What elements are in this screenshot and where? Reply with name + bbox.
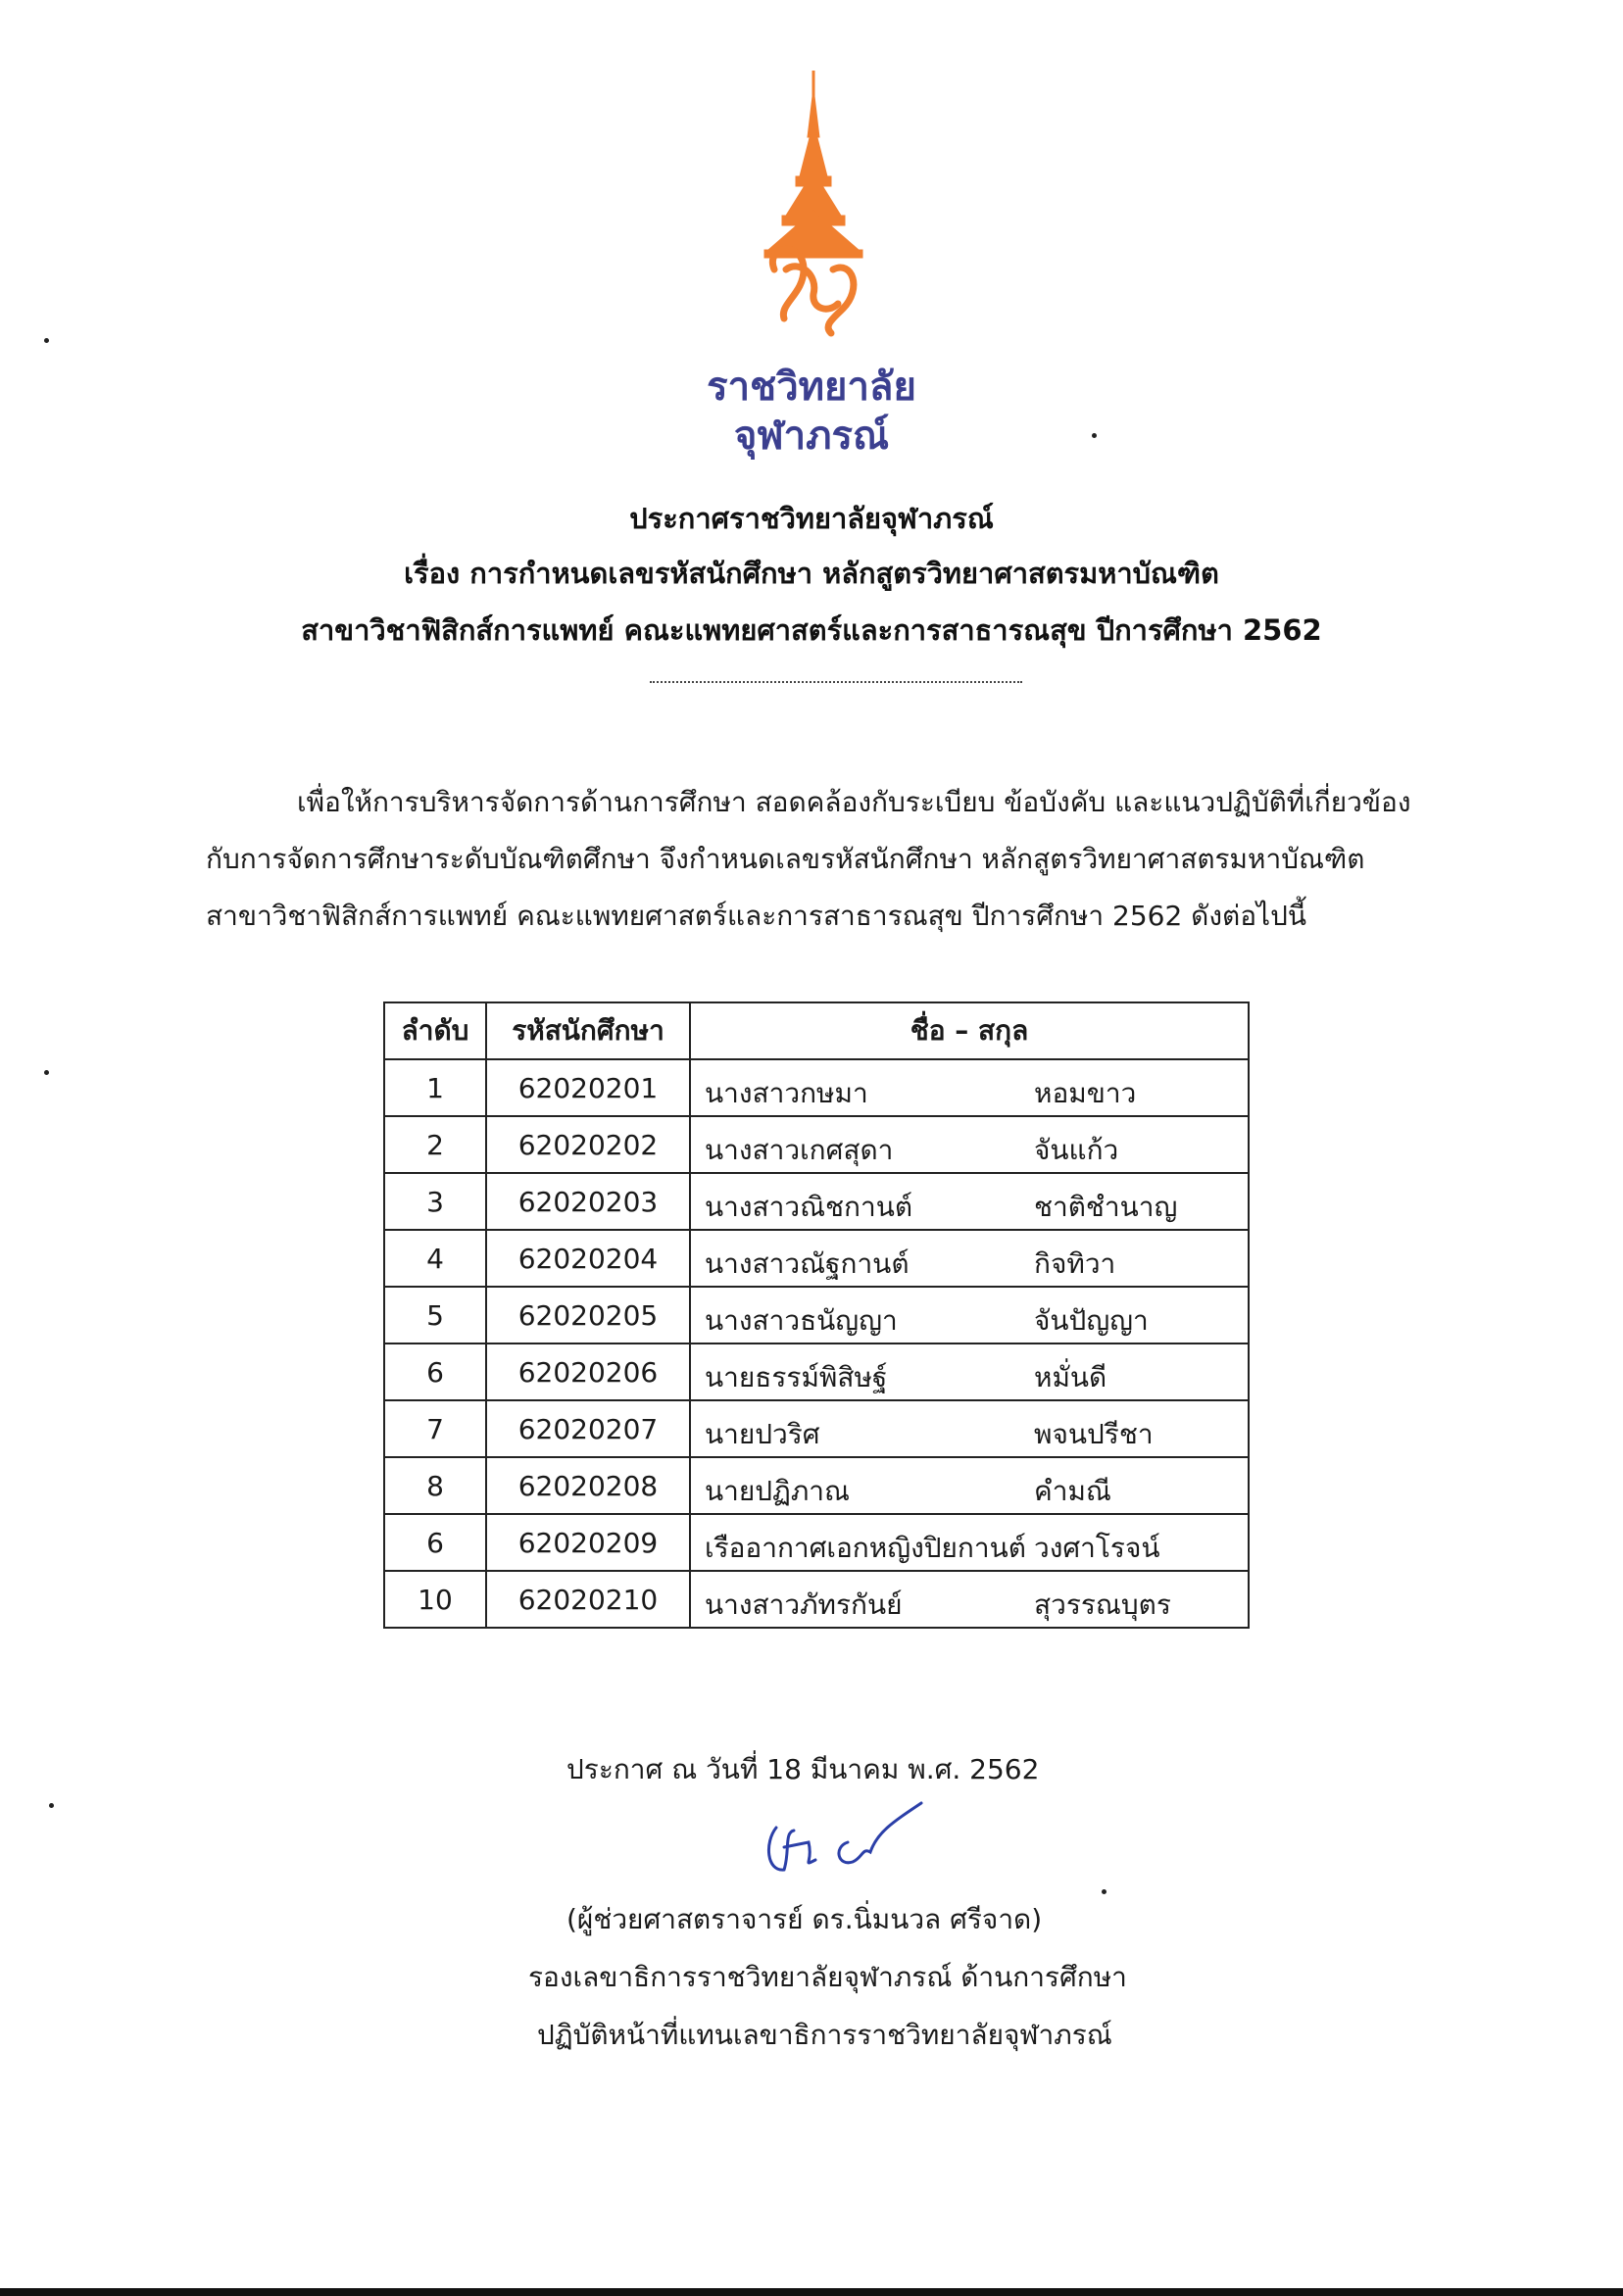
row-student-id: 62020210: [486, 1571, 690, 1628]
logo-title-line1: ราชวิทยาลัย: [707, 365, 916, 410]
row-first-name: นางสาวภัทรกันย์: [705, 1588, 903, 1621]
row-student-id: 62020208: [486, 1457, 690, 1514]
row-name: [690, 1514, 1249, 1571]
row-student-id: 62020203: [486, 1173, 690, 1230]
row-order: 1: [384, 1059, 486, 1116]
handwritten-signature: [755, 1793, 931, 1881]
row-student-id: 62020201: [486, 1059, 690, 1116]
row-last-name: สุวรรณบุตร: [1034, 1588, 1171, 1621]
row-name: [690, 1287, 1249, 1343]
row-first-name: นางสาวธนัญญา: [705, 1304, 898, 1337]
announcement-date: ประกาศ ณ วันที่ 18 มีนาคม พ.ศ. 2562: [566, 1753, 1040, 1785]
row-name: [690, 1571, 1249, 1628]
table-row: [384, 1230, 1249, 1287]
row-student-id: 62020206: [486, 1343, 690, 1400]
signer-title-line1: รองเลขาธิการราชวิทยาลัยจุฬาภรณ์ ด้านการศึกษา: [528, 1961, 1127, 1993]
row-first-name: นายปวริศ: [705, 1418, 820, 1450]
body-paragraph-line1: เพื่อให้การบริหารจัดการด้านการศึกษา สอดคล้องกับระเบียบ ข้อบังคับ และแนวปฏิบัติที่เกี่ยวข้อง: [297, 786, 1411, 818]
header-student-id: รหัสนักศึกษา: [486, 1002, 690, 1059]
announcement-subject: เรื่อง การกำหนดเลขรหัสนักศึกษา หลักสูตรวิทยาศาสตรมหาบัณฑิต: [404, 557, 1219, 590]
row-order: 6: [384, 1514, 486, 1571]
scan-speck: [44, 1070, 49, 1075]
row-first-name: นางสาวเกศสุดา: [705, 1134, 894, 1166]
table-header-row: [384, 1002, 1249, 1059]
row-student-id: 62020207: [486, 1400, 690, 1457]
row-order: 7: [384, 1400, 486, 1457]
row-order: 3: [384, 1173, 486, 1230]
row-name: [690, 1343, 1249, 1400]
row-name: [690, 1116, 1249, 1173]
table-row: [384, 1173, 1249, 1230]
row-name: [690, 1230, 1249, 1287]
table-row: [384, 1400, 1249, 1457]
row-name: [690, 1059, 1249, 1116]
student-id-table: [383, 1001, 1250, 1629]
table-row: [384, 1116, 1249, 1173]
row-last-name: พจนปรีชา: [1034, 1418, 1154, 1450]
row-last-name: วงศาโรจน์: [1034, 1532, 1160, 1564]
signer-name: (ผู้ช่วยศาสตราจารย์ ดร.นิ่มนวล ศรีจาด): [566, 1903, 1043, 1935]
table-row: [384, 1514, 1249, 1571]
row-order: 2: [384, 1116, 486, 1173]
row-last-name: จันแก้ว: [1034, 1134, 1119, 1166]
row-student-id: 62020202: [486, 1116, 690, 1173]
table-row: [384, 1059, 1249, 1116]
table-row: [384, 1287, 1249, 1343]
table-row: [384, 1571, 1249, 1628]
row-last-name: จันปัญญา: [1034, 1304, 1149, 1337]
scan-speck: [1102, 1889, 1107, 1894]
signer-title-line2: ปฏิบัติหน้าที่แทนเลขาธิการราชวิทยาลัยจุฬาภรณ์: [537, 2019, 1112, 2051]
row-last-name: หอมขาว: [1034, 1077, 1137, 1109]
row-first-name: นางสาวณัฐกานต์: [705, 1247, 910, 1280]
row-last-name: หมั่นดี: [1034, 1361, 1107, 1393]
row-last-name: คำมณี: [1034, 1475, 1111, 1507]
row-order: 8: [384, 1457, 486, 1514]
row-first-name: นางสาวณิชกานต์: [705, 1191, 913, 1223]
row-name: [690, 1173, 1249, 1230]
row-name: [690, 1400, 1249, 1457]
body-paragraph-line3: สาขาวิชาฟิสิกส์การแพทย์ คณะแพทยศาสตร์และการสาธารณสุข ปีการศึกษา 2562 ดังต่อไปนี้: [206, 900, 1307, 932]
announcement-title: ประกาศราชวิทยาลัยจุฬาภรณ์: [629, 502, 994, 535]
header-full-name: ชื่อ – สกุล: [690, 1002, 1249, 1059]
row-order: 4: [384, 1230, 486, 1287]
table-row: [384, 1457, 1249, 1514]
row-first-name: นายปฏิภาณ: [705, 1475, 850, 1507]
table-row: [384, 1343, 1249, 1400]
row-order: 5: [384, 1287, 486, 1343]
row-order: 6: [384, 1343, 486, 1400]
header-order: ลำดับ: [384, 1002, 486, 1059]
row-student-id: 62020204: [486, 1230, 690, 1287]
chulabhorn-crown-emblem-icon: [725, 69, 902, 343]
logo-title-line2: จุฬาภรณ์: [733, 414, 890, 459]
row-name: [690, 1457, 1249, 1514]
announcement-program: สาขาวิชาฟิสิกส์การแพทย์ คณะแพทยศาสตร์และการสาธารณสุข ปีการศึกษา 2562: [301, 613, 1322, 647]
body-paragraph-line2: กับการจัดการศึกษาระดับบัณฑิตศึกษา จึงกำหนดเลขรหัสนักศึกษา หลักสูตรวิทยาศาสตรมหาบัณฑิต: [206, 843, 1365, 875]
row-last-name: ชาติชำนาญ: [1034, 1191, 1178, 1223]
dotted-divider: [650, 681, 1022, 683]
scan-speck: [49, 1803, 54, 1808]
scan-speck: [1092, 433, 1097, 438]
scan-speck: [44, 338, 49, 343]
scan-bottom-edge: [0, 2288, 1623, 2296]
row-first-name: นางสาวกษมา: [705, 1077, 868, 1109]
row-order: 10: [384, 1571, 486, 1628]
row-last-name: กิจทิวา: [1034, 1247, 1116, 1280]
row-first-name: เรืออากาศเอกหญิงปิยกานต์: [705, 1532, 1026, 1564]
row-student-id: 62020205: [486, 1287, 690, 1343]
row-student-id: 62020209: [486, 1514, 690, 1571]
row-first-name: นายธรรม์พิสิษฐ์: [705, 1361, 888, 1393]
